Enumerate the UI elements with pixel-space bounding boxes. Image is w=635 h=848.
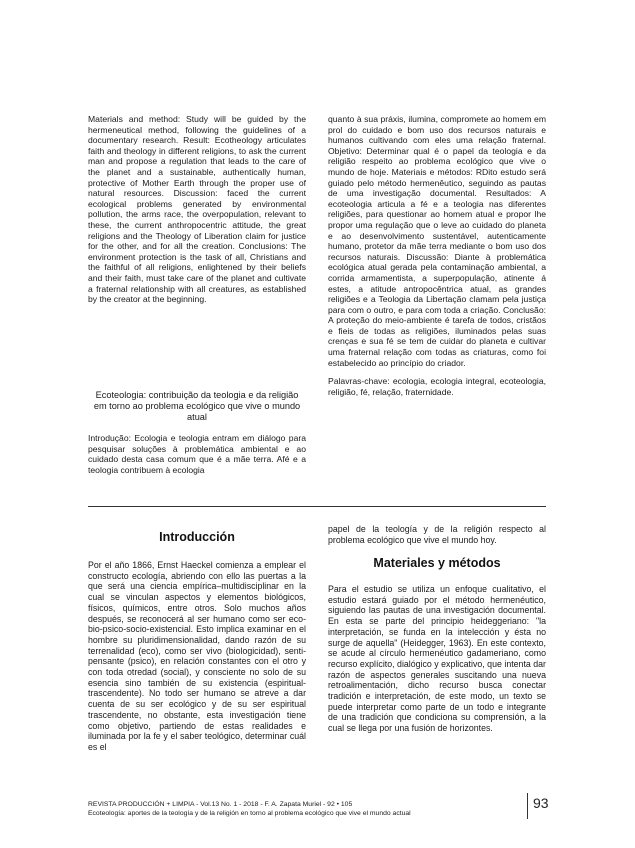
methods-body — [328, 584, 546, 739]
introduction-continued — [328, 524, 546, 550]
heading-introduccion: Introducción — [159, 530, 235, 544]
abstract-portuguese-body: quanto à sua práxis, ilumina, compromete ao homem em prol do cuidado e bom uso dos recursos naturais e humanos cultivando com eles uma relação fraternal. Objetivo: Determinar qual é o papel da teologia e da religião respeito ao problema ecológico que vive o mundo de hoje. Materiais e métodos: RDito estudo será guiado pelo método hermenêutico, seguindo as pautas de uma investigação documental. Resultados: A ecoteologia articula a fé e a teologia nas diferentes religiões, para questionar ao homem atual e propor lhe propor uma regulação que o leve ao cuidado do planeta e ao desenvolvimento sustentável, autenticamente humano, protetor da mãe terra mediante o bom uso dos recursos naturais. Discussão: Diante à problemática ecológica atual gerada pela contaminação ambiental, a corrida armamentista, a superpopulação, atinente á estes, a atitude antropocêntrica atual, as grandes religiões e a Teologia da Libertação clamam pela justiça para com o outro, e para com toda a criação. Conclusão: A proteção do meio-ambiente é tarefa de todos, cristãos e fieis de todas as religiões, iluminados pelas suas crenças e sua fé se tem de cuidar do planeta e cultivar uma fraternal relação com todas as criaturas, como foi estabelecido ao princípio do criador. — [328, 114, 546, 368]
footer-journal-line: REVISTA PRODUCCIÓN + LIMPIA - Vol.13 No. 1 - 2018 - F. A. Zapata Muriel - 92 • 105 — [88, 801, 353, 808]
abstract-portuguese-left — [88, 433, 306, 480]
abstract-portuguese-right — [328, 114, 546, 402]
introduction-continued-text: papel de la teología y de la religión respecto al problema ecológico que vive el mundo hoy. — [328, 524, 546, 545]
heading-materiales-metodos: Materiales y métodos — [373, 556, 501, 570]
methods-paragraph: Para el estudio se utiliza un enfoque cualitativo, el estudio estará guiado por el método hermenéutico, siguiendo las pautas de una investigación documental. En esta se parte del principio heideggeriano: "la interpretación, se funda en la intelección y ésta no surge de aquella" (Heidegger, 1963). En este contexto, se acude al círculo hermenéutico gadameriano, como recurso explícito, dialógico y explicativo, que intenta dar razón de aspectos generales suscitando una nueva retroalimentación, dicho recurso busca conectar tradición e interpretación, de este modo, un texto se puede interpretar como parte de un todo e integrante de una tradición que condiciona su comprensión, a la cual se llega por una fusión de horizontes. — [328, 584, 546, 734]
page-number: 93 — [533, 795, 549, 811]
section-divider — [88, 506, 546, 507]
keywords-portuguese: Palavras-chave: ecologia, ecologia integral, ecoteologia, religião, fé, relação, fraternidade. — [328, 376, 546, 397]
portuguese-title: Ecoteologia: contribuição da teologia e da religião em torno ao problema ecológico que vive o mundo atual — [93, 390, 301, 423]
abstract-english — [88, 114, 306, 310]
footer-article-title: Ecoteología: aportes de la teología y de la religión en torno al problema ecológico que vive el mundo actual — [88, 810, 411, 817]
introduction-paragraph: Por el año 1866, Ernst Haeckel comienza a emplear el constructo ecología, abriendo con ello las puertas a la que será una ciencia empírica–multidisciplinar en la cual se vinculan aspectos y elementos biológicos, físicos, químicos, entre otros. Solo muchos años después, se reconocerá al ser humano como ser eco-bio-psico-socio-existencial. Esto implica examinar en el hombre su pluridimensionalidad, dando razón de su terrenalidad (eco), como ser vivo (biologicidad), senti-pensante (psico), en relación constantes con el otro y con toda otredad (social), y consciente no solo de su esencia sino también de su existencia (espiritual-trascendente). No todo ser humano se atreve a dar cuenta de su ser ecológico y de su ser espiritual trascendente, no obstante, esta investigación tiene como objetivo, partiendo de estas realidades e iluminada por la fe y el saber teológico, determinar cuál es el — [88, 560, 306, 752]
introduction-body — [88, 560, 306, 758]
abstract-english-text: Materials and method: Study will be guided by the hermeneutical method, following the guidelines of a documentary research. Result: Ecotheology articulates faith and theology in different religions, to ask the current man and propose a regulation that leads to the care of the planet and a sustainable, authentically human, protective of Mother Earth through the proper use of natural resources. Discussion: faced the current ecological problems generated by environmental pollution, the arms race, the overpopulation, relevant to these, the current anthropocentric attitude, the great religions and the Theology of Liberation claim for justice for the other, and for all the creation. Conclusions: The environment protection is the task of all, Christians and the faithful of all religions, enlightened by their beliefs and their faith, must take care of the planet and cultivate a fraternal relationship with all creatures, as established by the creator at the beginning. — [88, 114, 306, 305]
page-footer — [88, 800, 524, 818]
footer-divider — [527, 793, 528, 819]
abstract-portuguese-intro: Introdução: Ecologia e teologia entram em diálogo para pesquisar soluções à problemática ambiental e ao cuidado desta casa comum que é a mãe terra. Afé e a teologia contribuem à ecologia — [88, 433, 306, 475]
